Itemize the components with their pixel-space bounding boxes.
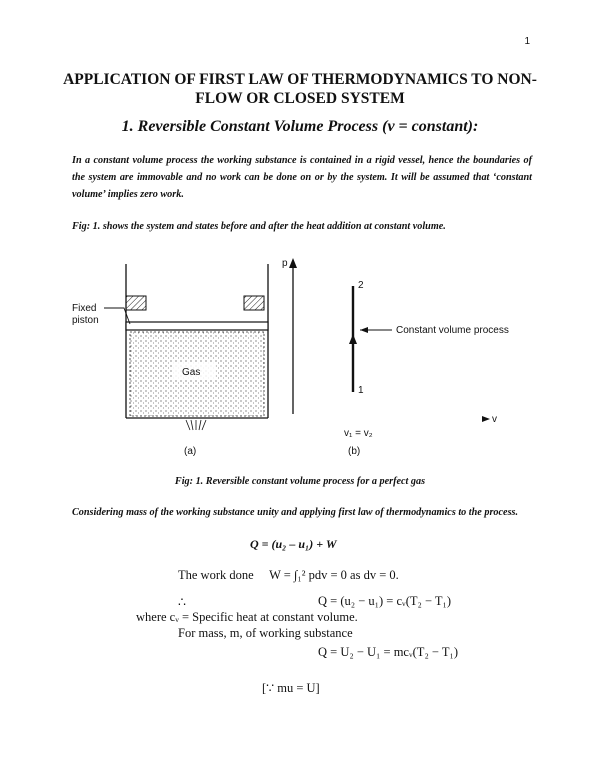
p-axis-label: p	[282, 258, 288, 269]
section-heading: 1. Reversible Constant Volume Process (v = constant):	[121, 118, 479, 135]
process-label: Constant volume process	[396, 325, 509, 336]
pv-diagram	[282, 258, 509, 457]
fixed-label: Fixed	[72, 303, 97, 314]
vessel-diagram	[72, 264, 268, 457]
therefore-symbol: ∴	[178, 595, 186, 609]
v-axis-arrow	[482, 416, 490, 422]
label-a: (a)	[184, 446, 197, 457]
equation-heat: Q = (u₂ − u₁) = cᵥ(T₂ − T₁)	[318, 594, 452, 608]
equation-where: where cᵥ = Specific heat at constant volume.	[136, 610, 358, 624]
figure-constant-volume	[60, 250, 540, 470]
stop-right	[244, 296, 264, 310]
equation-since: [∵ mu = U]	[262, 681, 320, 695]
figure-reference-paragraph: Fig: 1. shows the system and states before and after the heat addition at constant volume.	[72, 221, 446, 232]
work-formula: W = ∫₁² pdv = 0 as dv = 0.	[269, 568, 399, 582]
state-1-label: 1	[358, 385, 364, 396]
equation-mass: Q = U₂ − U₁ = mcᵥ(T₂ − T₁)	[318, 645, 459, 659]
equation-for-mass: For mass, m, of working substance	[178, 626, 353, 640]
analysis-paragraph: Considering mass of the working substance unity and applying first law of thermodynamics to the process.	[72, 507, 519, 518]
equation-first-law: Q = (u₂ – u₁) + W	[250, 537, 337, 551]
document-title: APPLICATION OF FIRST LAW OF THERMODYNAMICS TO NON-FLOW OR CLOSED SYSTEM	[63, 71, 537, 107]
page-number: 1	[524, 36, 530, 47]
volume-label: v₁ = v₂	[344, 428, 373, 439]
work-prefix: The work done	[178, 568, 254, 582]
label-b: (b)	[348, 446, 361, 457]
piston-label: piston	[72, 315, 99, 326]
figure-caption: Fig: 1. Reversible constant volume process for a perfect gas	[174, 476, 426, 487]
heat-source-icon	[186, 420, 206, 430]
intro-paragraph: In a constant volume process the working substance is contained in a rigid vessel, hence the boundaries of the system are immovable and no work can be done on or by the system. It will be assumed that ‘constant volume’ implies zero work.	[72, 155, 532, 200]
equation-work	[178, 568, 399, 583]
gas-label: Gas	[182, 367, 201, 378]
piston	[126, 322, 268, 330]
stop-left	[126, 296, 146, 310]
state-2-label: 2	[358, 280, 364, 291]
v-axis-label: v	[492, 414, 497, 425]
